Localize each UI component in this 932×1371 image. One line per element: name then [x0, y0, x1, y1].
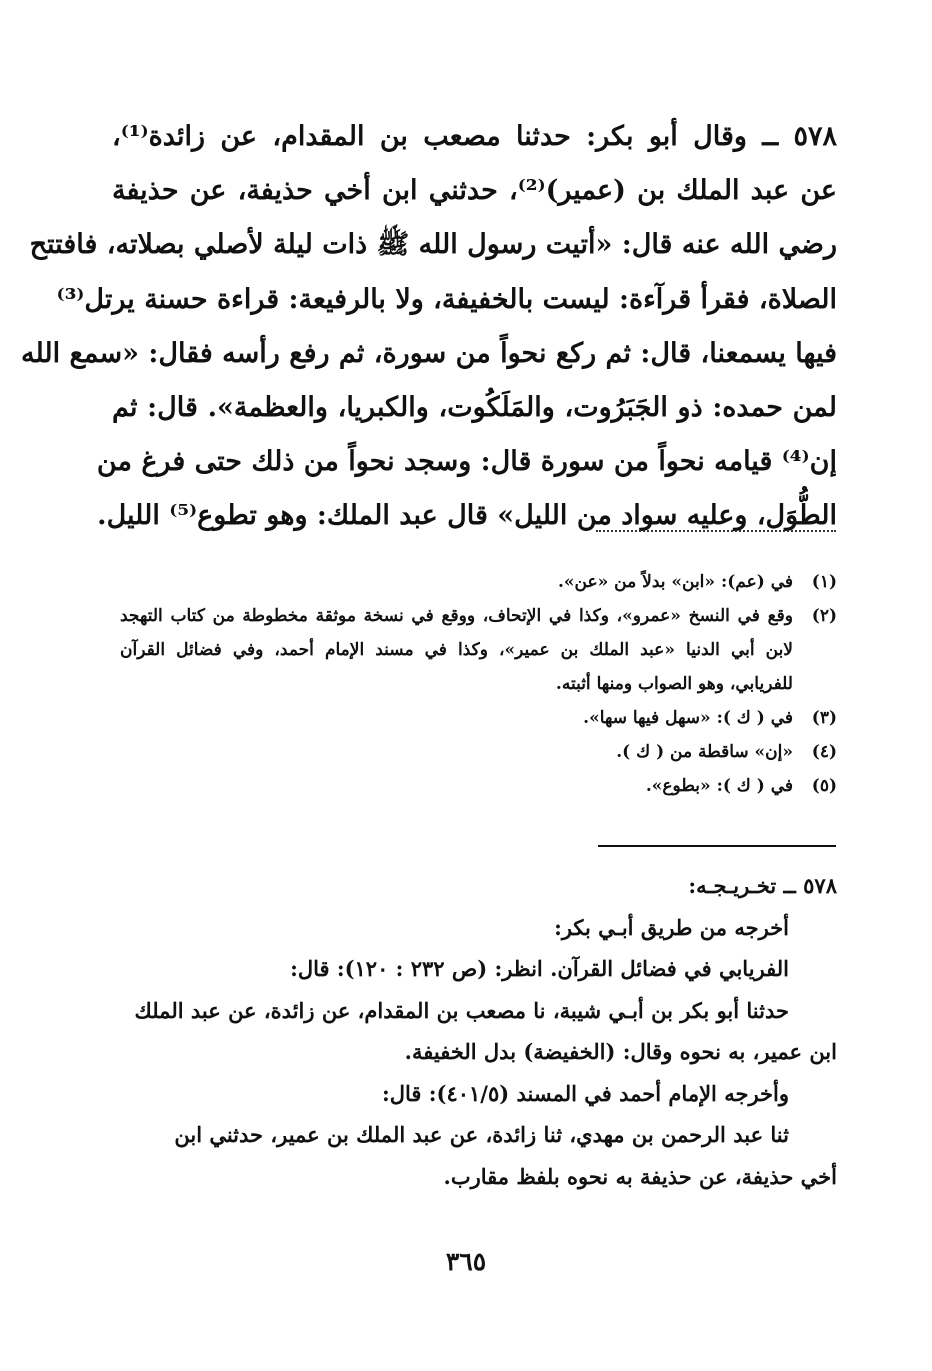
footnote-text: في ( ك ): «بطوع». — [645, 776, 793, 796]
takhrij-line: أخي حذيفة، عن حذيفة به نحوه بلفظ مقارب. — [443, 1163, 837, 1189]
footnote — [120, 599, 837, 701]
hadith-line: الطُّوَل، وعليه سواد من الليل» قال عبد الملك: وهو تطوع⁽⁵⁾ الليل. — [97, 500, 837, 532]
takhrij-line: ثنا عبد الرحمن بن مهدي، ثنا زائدة، عن عبد الملك بن عمير، حدثني ابن — [174, 1122, 789, 1147]
footnote-separator — [596, 530, 836, 532]
footnote-text: في (عم): «ابن» بدلاً من «عن». — [557, 572, 793, 592]
footnote-line: للفريابي، وهو الصواب ومنها أثبته. — [555, 674, 793, 694]
footnote-text: في ( ك ): «سهل فيها سها». — [583, 708, 793, 728]
takhrij-section — [112, 865, 837, 1197]
page-number: ٣٦٥ — [445, 1247, 487, 1276]
takhrij-line: حدثنا أبو بكر بن أبـي شيبة، نا مصعب بن المقدام، عن زائدة، عن عبد الملك — [134, 997, 789, 1023]
hadith-line: رضي الله عنه قال: «أتيت رسول الله ﷺ ذات ليلة لأصلي بصلاته، فافتتح — [29, 229, 837, 261]
footnote-number: (٣) — [811, 708, 837, 728]
takhrij-line: أخرجه من طريق أبـي بكر: — [554, 914, 789, 940]
footnote-text — [120, 599, 793, 701]
footnote-line: لابن أبي الدنيا «عبد الملك بن عمير»، وكذا في مسند الإمام أحمد، وفي فضائل القرآن — [120, 640, 793, 660]
footnotes — [120, 565, 837, 803]
hadith-line: لمن حمده: ذو الجَبَرُوت، والمَلَكُوت، والكبريا، والعظمة». قال: ثم — [112, 392, 837, 424]
takhrij-heading: ٥٧٨ ــ تخـريـجـه: — [688, 873, 837, 898]
hadith-line: عن عبد الملك بن (عمير)⁽²⁾، حدثني ابن أخي حذيفة، عن حذيفة — [112, 175, 837, 207]
footnote-number: (٥) — [811, 776, 837, 796]
footnote-number: (١) — [811, 572, 837, 592]
footnote-number: (٤) — [811, 742, 837, 762]
hadith-line: فيها يسمعنا، قال: ثم ركع نحواً من سورة، ثم رفع رأسه فقال: «سمع الله — [20, 337, 837, 369]
footnote-text: «إن» ساقطة من ( ك ). — [616, 742, 793, 762]
hadith-line: الصلاة، فقرأ قرآءة: ليست بالخفيفة، ولا بالرفيعة: قراءة حسنة يرتل⁽³⁾ — [56, 283, 837, 315]
takhrij-line: ابن عمير، به نحوه وقال: (الخفيضة) بدل الخفيفة. — [404, 1039, 837, 1064]
footnote — [120, 735, 837, 769]
footnote — [120, 769, 837, 803]
takhrij-line: الفريابي في فضائل القرآن. انظر: (ص ٢٣٢ : ١٢٠): قال: — [290, 956, 789, 981]
section-rule — [598, 845, 836, 847]
hadith-text — [20, 110, 837, 544]
footnote — [120, 565, 837, 599]
footnote-number: (٢) — [811, 606, 837, 626]
footnote — [120, 701, 837, 735]
hadith-line: إن⁽⁴⁾ قيامه نحواً من سورة قال: وسجد نحواً من ذلك حتى فرغ من — [96, 446, 837, 478]
footnote-line: وقع في النسخ «عمرو»، وكذا في الإتحاف، ووقع في نسخة موثقة مخطوطة من كتاب التهجد — [120, 606, 793, 626]
takhrij-line: وأخرجه الإمام أحمد في المسند (٤٠١/٥): قال: — [382, 1080, 789, 1106]
hadith-line: ٥٧٨ ــ وقال أبو بكر: حدثنا مصعب بن المقدام، عن زائدة⁽¹⁾، — [112, 121, 837, 152]
